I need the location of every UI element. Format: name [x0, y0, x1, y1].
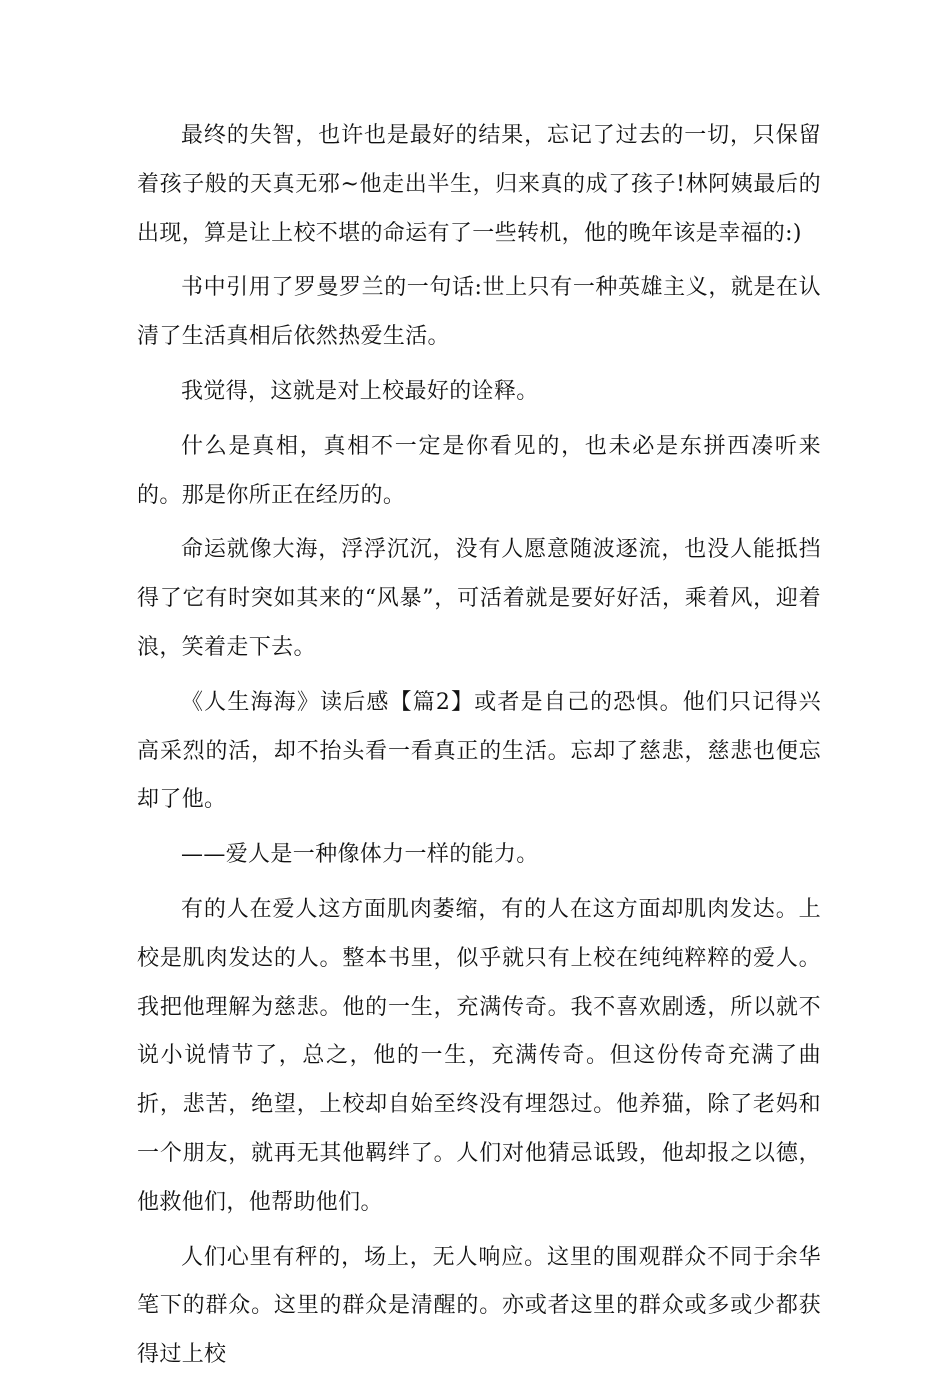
paragraph-5: 命运就像大海，浮浮沉沉，没有人愿意随波逐流，也没人能抵挡得了它有时突如其来的“风暴”，可活着就是要好好活，乘着风，迎着浪，笑着走下去。: [137, 537, 821, 660]
document-body: [137, 112, 821, 1382]
paragraph-8: 有的人在爱人这方面肌肉萎缩，有的人在这方面却肌肉发达。上校是肌肉发达的人。整本书里，似乎就只有上校在纯纯粹粹的爱人。我把他理解为慈悲。他的一生，充满传奇。我不喜欢剧透，所以就不说小说情节了，总之，他的一生，充满传奇。但这份传奇充满了曲折，悲苦，绝望，上校却自始至终没有埋怨过。他养猫，除了老妈和一个朋友，就再无其他羁绊了。人们对他猜忌诋毁，他却报之以德，他救他们，他帮助他们。: [137, 896, 821, 1215]
paragraph-2: 书中引用了罗曼罗兰的一句话:世上只有一种英雄主义，就是在认清了生活真相后依然热爱生活。: [137, 275, 821, 350]
paragraph-1: 最终的失智，也许也是最好的结果，忘记了过去的一切，只保留着孩子般的天真无邪~他走出半生，归来真的成了孩子!林阿姨最后的出现，算是让上校不堪的命运有了一些转机，他的晚年该是幸福的:): [137, 123, 821, 246]
paragraph-4: 什么是真相，真相不一定是你看见的，也未必是东拼西凑听来的。那是你所正在经历的。: [137, 433, 821, 508]
paragraph-6: 《人生海海》读后感【篇2】或者是自己的恐惧。他们只记得兴高采烈的活，却不抬头看一看真正的生活。忘却了慈悲，慈悲也便忘却了他。: [137, 689, 821, 813]
paragraph-7: ——爱人是一种像体力一样的能力。: [181, 842, 539, 868]
paragraph-3: 我觉得，这就是对上校最好的诠释。: [181, 378, 539, 404]
paragraph-9: 人们心里有秤的，场上，无人响应。这里的围观群众不同于余华笔下的群众。这里的群众是清醒的。亦或者这里的群众或多或少都获得过上校: [137, 1244, 821, 1368]
